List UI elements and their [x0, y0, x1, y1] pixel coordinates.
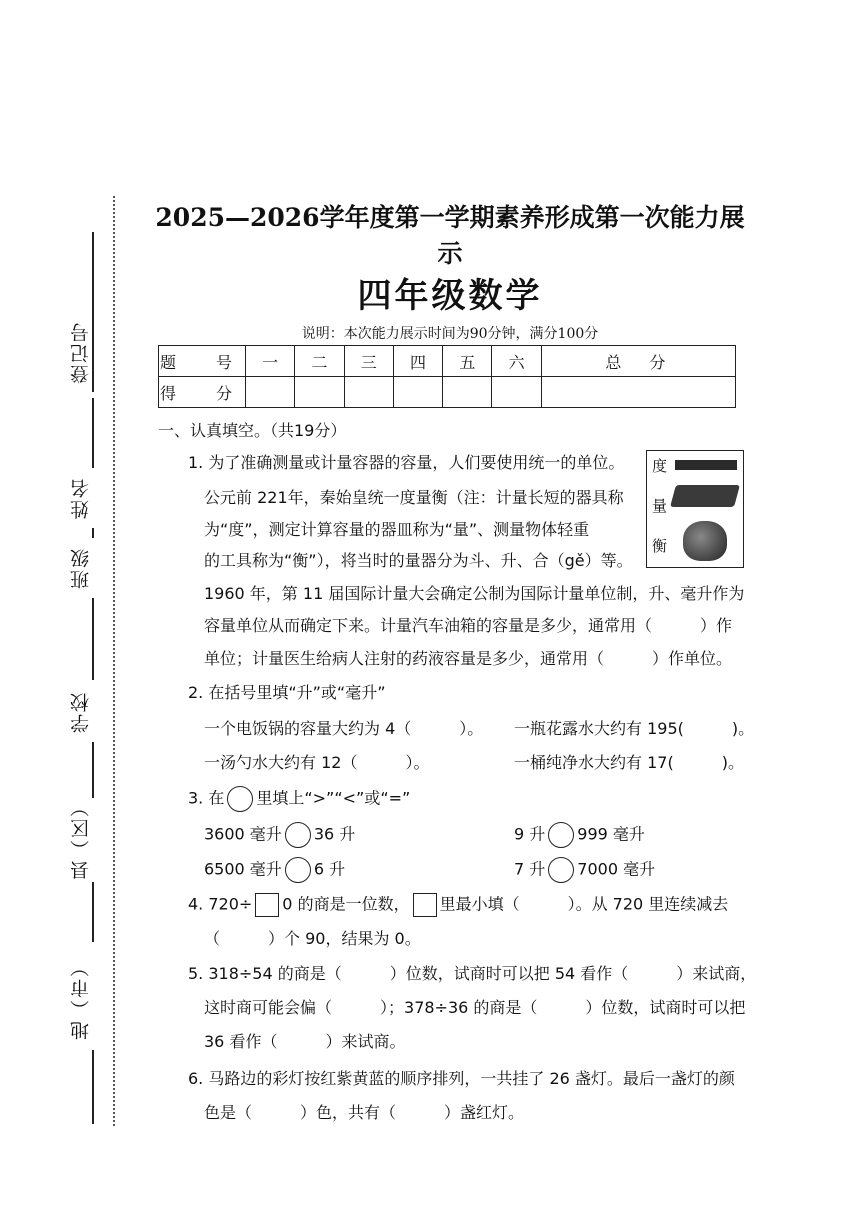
table-row — [159, 346, 736, 377]
q3-text: 999 毫升 — [577, 824, 645, 844]
q4-text: 0 的商是一位数， — [282, 894, 410, 914]
q3-text: 6500 毫升 — [204, 859, 282, 879]
q2-text: 一汤勺水大约有 12（ — [204, 753, 358, 772]
q1-line — [204, 615, 732, 637]
weight-image — [683, 521, 727, 561]
q5-line — [188, 963, 756, 985]
q2-text: ）。 — [459, 719, 484, 738]
q1-text: 单位；计量医生给病人注射的药液容量是多少，通常用（ — [204, 649, 605, 668]
q1-line — [204, 648, 732, 670]
table-header-cell: 题 号 — [159, 346, 246, 377]
score-cell[interactable] — [492, 377, 541, 408]
binding-line — [92, 1050, 94, 1124]
q3-text: 36 升 — [313, 824, 356, 844]
q3-text: 3600 毫升 — [204, 824, 282, 844]
q6-text: 色是（ — [204, 1103, 253, 1122]
q1-line: 公元前 221年，秦始皇统一度量衡（注：计量长短的器具称 — [204, 488, 624, 507]
q6-line: 6. 马路边的彩灯按红紫黄蓝的顺序排列，一共挂了 26 盏灯。最后一盏灯的颜 — [188, 1069, 735, 1088]
q2-text: )。 — [721, 753, 744, 772]
q3-text: 7000 毫升 — [577, 859, 656, 879]
q6-text: ）色，共有（ — [300, 1103, 397, 1122]
table-header-cell: 一 — [246, 346, 295, 377]
score-cell[interactable] — [393, 377, 442, 408]
q2-text: )。 — [731, 719, 755, 738]
pic-label-du: 度 — [652, 457, 668, 475]
label-name: 姓名 — [70, 477, 92, 519]
q1-line: 1. 为了准确测量或计量容器的容量，人们要使用统一的单位。 — [188, 453, 625, 472]
score-cell[interactable] — [246, 377, 295, 408]
table-header-cell: 四 — [393, 346, 442, 377]
q4-line — [188, 893, 728, 917]
q1-line: 1960 年，第 11 届国际计量大会确定公制为国际计量单位制，升、毫升作为 — [204, 584, 745, 603]
q2-text: 一个电饭锅的容量大约为 4（ — [204, 719, 412, 738]
table-row — [159, 377, 736, 408]
q2-text: 一桶纯净水大约有 17( — [514, 753, 674, 772]
table-header-cell: 六 — [492, 346, 541, 377]
q2-intro: 2. 在括号里填“升”或“毫升” — [188, 683, 386, 702]
q4-text: 4. 720÷ — [188, 894, 253, 914]
score-cell[interactable] — [295, 377, 344, 408]
q2-item — [204, 718, 483, 740]
compare-circle[interactable] — [285, 857, 311, 883]
measure-tools-illustration — [646, 450, 744, 568]
exam-title: 2025—2026学年度第一学期素养形成第一次能力展示 — [155, 203, 745, 268]
measuring-vessel-image — [670, 485, 740, 507]
q2-item — [514, 718, 754, 740]
binding-line — [92, 398, 94, 468]
binding-dotted-line — [113, 196, 115, 1126]
q3-text: 6 升 — [313, 859, 346, 879]
q5-line — [204, 997, 745, 1019]
q5-text: 5. 318÷54 的商是（ — [188, 964, 342, 983]
compare-circle[interactable] — [548, 857, 574, 883]
subject-title: 四年级数学 — [357, 276, 543, 316]
q3-item — [204, 822, 355, 848]
q6-line — [204, 1102, 524, 1124]
q5-text: ）位数，试商时可以把 54 看作（ — [389, 964, 629, 983]
q4-text: ）。从 720 里连续减去 — [567, 894, 729, 914]
q4-text: 里最小填（ — [439, 894, 520, 914]
q4-line — [204, 928, 421, 950]
q3-text: 里填上“>”“<”或“=” — [256, 788, 411, 808]
q1-text: ）作 — [700, 616, 733, 635]
binding-line — [92, 882, 94, 942]
q4-text: （ — [204, 929, 221, 948]
q1-text: ）作单位。 — [652, 649, 733, 668]
table-header-cell: 二 — [295, 346, 344, 377]
circle-symbol — [227, 786, 253, 812]
q6-text: ）盏红灯。 — [444, 1103, 525, 1122]
ruler-image — [675, 460, 737, 470]
score-table — [158, 345, 736, 408]
q5-line — [204, 1031, 405, 1053]
exam-note: 说明：本次能力展示时间为90分钟，满分100分 — [301, 326, 599, 342]
q5-text: ）；378÷36 的商是（ — [380, 998, 538, 1017]
q3-text: 7 升 — [514, 859, 546, 879]
table-header-cell: 三 — [344, 346, 393, 377]
binding-line — [92, 742, 94, 798]
section-heading: 一、认真填空。（共19分） — [158, 421, 347, 440]
q1-text: 容量单位从而确定下来。计量汽车油箱的容量是多少，通常用（ — [204, 616, 653, 635]
label-city: 地（市） — [70, 956, 92, 1040]
q1-line: 的工具称为“衡”），将当时的量器分为斗、升、合（gě）等。 — [204, 551, 633, 570]
square-blank[interactable] — [255, 893, 279, 917]
q2-item — [204, 752, 429, 774]
q3-text: 9 升 — [514, 824, 546, 844]
pic-label-liang: 量 — [652, 497, 668, 515]
q5-text: ）位数，试商时可以把 — [585, 998, 746, 1017]
table-header-cell: 总 分 — [541, 346, 735, 377]
q5-text: 这时商可能会偏（ — [204, 998, 333, 1017]
table-label-cell: 得 分 — [159, 377, 246, 408]
q1-line: 为“度”，测定计算容量的器皿称为“量”、测量物体轻重 — [204, 520, 590, 539]
q4-text: ）个 90，结果为 0。 — [268, 929, 421, 948]
q3-item — [514, 822, 645, 848]
square-symbol — [413, 893, 437, 917]
label-school: 学校 — [70, 691, 92, 733]
q3-intro — [188, 786, 410, 812]
pic-label-heng: 衡 — [652, 537, 668, 555]
q5-text: ）来试商， — [676, 964, 757, 983]
score-cell[interactable] — [541, 377, 735, 408]
q5-text: 36 看作（ — [204, 1032, 278, 1051]
label-county: 县（区） — [70, 796, 92, 880]
q3-text: 3. 在 — [188, 788, 225, 808]
q3-item — [204, 857, 345, 883]
binding-line — [92, 598, 94, 680]
label-registration-no: 登记号 — [70, 321, 92, 385]
q5-text: ）来试商。 — [325, 1032, 406, 1051]
table-header-cell: 五 — [443, 346, 492, 377]
score-cell[interactable] — [344, 377, 393, 408]
compare-circle[interactable] — [548, 822, 574, 848]
q3-item — [514, 857, 655, 883]
q2-text: 一瓶花露水大约有 195( — [514, 719, 684, 738]
q2-text: ）。 — [405, 753, 430, 772]
binding-line — [92, 528, 94, 538]
q2-item — [514, 752, 744, 774]
compare-circle[interactable] — [285, 822, 311, 848]
label-class: 班级 — [70, 547, 92, 589]
score-cell[interactable] — [443, 377, 492, 408]
